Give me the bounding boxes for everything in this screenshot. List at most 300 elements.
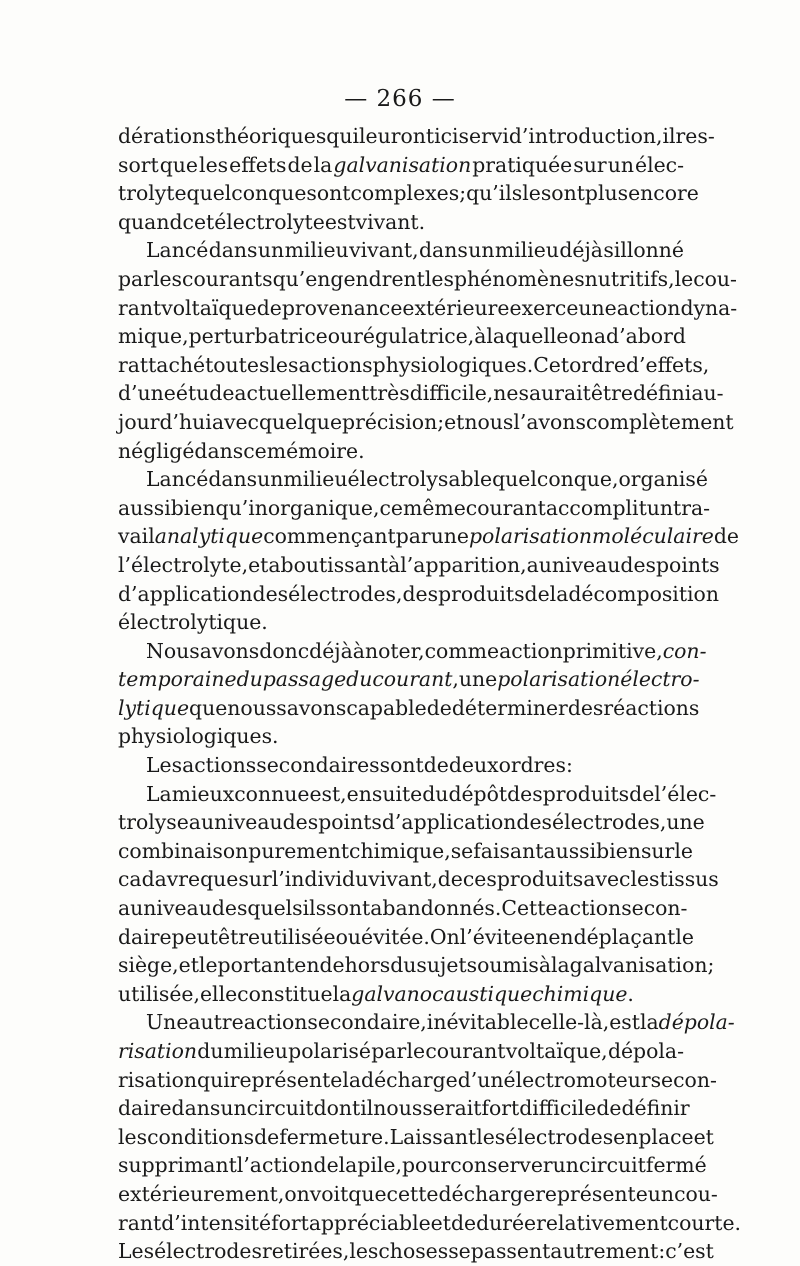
word: ces xyxy=(462,867,497,892)
word: courant xyxy=(465,495,546,520)
word: de xyxy=(313,1153,339,1178)
word: niveau xyxy=(214,810,283,835)
word: vivant. xyxy=(355,209,426,234)
word: ordres xyxy=(498,753,566,778)
word: un xyxy=(646,495,674,520)
text-line xyxy=(118,1123,714,1152)
word: au- xyxy=(691,381,724,406)
word: théoriques xyxy=(215,124,327,148)
word: ordre xyxy=(569,352,626,377)
word: celle-là, xyxy=(528,1010,610,1035)
word: autrement xyxy=(550,1239,659,1264)
word: Laissant xyxy=(389,1124,477,1149)
word: savons xyxy=(276,695,347,720)
word: une xyxy=(578,295,617,320)
word: action xyxy=(243,1010,308,1035)
word: la xyxy=(313,152,333,177)
word: d’intensité xyxy=(161,1210,272,1235)
word: par xyxy=(371,1039,407,1063)
word: place xyxy=(638,1124,694,1149)
word: effets xyxy=(229,152,287,177)
word: ; xyxy=(437,409,445,434)
word: sur xyxy=(573,152,607,177)
word: quelque xyxy=(258,409,343,434)
word: trolyte xyxy=(118,181,187,206)
word: capable xyxy=(346,695,427,720)
word: serait xyxy=(422,1096,482,1121)
text-line xyxy=(118,494,711,523)
word: un xyxy=(468,238,495,263)
word: Les xyxy=(146,753,183,778)
text-line xyxy=(118,408,734,437)
text-line xyxy=(118,1037,684,1066)
word: appréciable xyxy=(308,1210,431,1235)
word: Cette xyxy=(501,896,558,921)
word: bien xyxy=(170,495,216,520)
text-line xyxy=(118,465,708,494)
word: voltaïque, xyxy=(505,1039,608,1063)
word: l’apparition, xyxy=(400,552,527,577)
word: électromoteur xyxy=(503,1067,651,1092)
text-line xyxy=(118,122,715,151)
word: de xyxy=(426,695,452,720)
word: les xyxy=(199,152,229,177)
word: chimique. xyxy=(532,981,634,1006)
word: cadavre xyxy=(118,867,201,892)
word: milieu xyxy=(283,467,348,492)
word: dans xyxy=(208,238,258,263)
word: secon- xyxy=(650,1067,717,1092)
word: sont xyxy=(306,181,351,206)
word: sujet xyxy=(416,953,467,978)
word: de xyxy=(256,295,282,320)
word: ensuite xyxy=(346,781,423,806)
word: noter, xyxy=(364,638,425,663)
word: purement xyxy=(248,838,350,863)
word: analytique xyxy=(154,524,264,549)
word: avec xyxy=(211,409,259,434)
word: cet xyxy=(182,209,215,234)
word: que xyxy=(189,695,228,720)
word: relativement xyxy=(536,1210,668,1235)
word: donc xyxy=(259,638,310,663)
word: utilisée xyxy=(260,924,336,949)
word: la xyxy=(639,1010,659,1035)
word: d’une xyxy=(118,381,176,406)
word: plus xyxy=(584,181,629,206)
word: de xyxy=(254,1124,280,1149)
word: rant xyxy=(118,1210,162,1235)
word: points xyxy=(656,552,720,577)
text-line xyxy=(118,437,684,466)
text-line xyxy=(118,1066,717,1095)
word: la xyxy=(342,1067,362,1092)
word: et xyxy=(444,409,465,434)
word: l’avons xyxy=(513,409,586,434)
word: ici xyxy=(434,124,459,148)
text-line xyxy=(118,837,693,866)
word: du xyxy=(236,667,263,692)
word: physiologiques. xyxy=(118,724,279,749)
word: actions xyxy=(298,352,373,377)
word: produits xyxy=(438,581,525,606)
word: l’électrolyte, xyxy=(118,552,249,577)
word: les xyxy=(269,352,299,377)
word: deux xyxy=(448,753,499,778)
word: de xyxy=(713,524,739,549)
word: le xyxy=(675,924,694,949)
text-line xyxy=(118,951,715,980)
word: secondaires xyxy=(256,753,380,778)
word: aboutissant xyxy=(268,552,389,577)
word: passage xyxy=(262,667,347,692)
word: dyna- xyxy=(680,295,738,320)
word: siège, xyxy=(118,953,179,978)
word: élec- xyxy=(635,152,684,177)
word: dehors xyxy=(319,953,391,978)
word: comme xyxy=(424,638,500,663)
word: provenance xyxy=(281,295,403,320)
word: les xyxy=(349,1239,379,1264)
text-line xyxy=(118,923,694,952)
word: encore xyxy=(628,181,699,206)
word: commençant xyxy=(263,524,396,549)
word: représente xyxy=(535,1181,648,1206)
word: à xyxy=(352,638,365,663)
word: durée xyxy=(476,1210,537,1235)
word: fermé xyxy=(645,1153,707,1178)
word: Une xyxy=(146,1010,189,1035)
word: fort xyxy=(271,1210,309,1235)
word: sont xyxy=(379,753,424,778)
word: vivant, xyxy=(349,238,419,263)
word: secon- xyxy=(621,896,688,921)
word: avons xyxy=(199,638,260,663)
word: du xyxy=(422,781,449,806)
word: laquelle xyxy=(486,324,569,349)
body-text xyxy=(118,122,741,1266)
word: dépola- xyxy=(607,1039,684,1063)
word: être xyxy=(218,924,261,949)
text-line xyxy=(118,1094,690,1123)
word: en xyxy=(613,1124,639,1149)
word: nutritifs, xyxy=(584,266,675,291)
word: tra- xyxy=(673,495,711,520)
word: pour xyxy=(401,1153,451,1178)
word: dépola- xyxy=(658,1010,735,1035)
text-line xyxy=(118,179,699,208)
text-line xyxy=(118,1237,714,1266)
word: déjà xyxy=(559,238,603,263)
word: Lancé xyxy=(146,238,209,263)
word: constitue xyxy=(237,981,333,1006)
word: vivant, xyxy=(368,867,438,892)
word: voltaïque xyxy=(161,295,257,320)
word: utilisée, xyxy=(118,981,200,1006)
word: extérieurement, xyxy=(118,1181,285,1206)
word: l’individu xyxy=(271,867,369,892)
word: daire xyxy=(118,1096,172,1121)
word: du xyxy=(390,953,417,978)
text-line xyxy=(118,980,684,1009)
word: abandonnés. xyxy=(370,896,502,921)
word: Lancé xyxy=(146,467,209,492)
word: phénomènes xyxy=(453,266,585,291)
word: temporaine xyxy=(118,667,237,692)
word: qui xyxy=(326,124,359,148)
word: soumis xyxy=(466,953,539,978)
word: la xyxy=(338,1153,358,1178)
word: un xyxy=(552,1153,579,1178)
word: électrolyte xyxy=(214,209,325,234)
word: que xyxy=(200,867,239,892)
word: de xyxy=(450,1210,477,1235)
word: précision xyxy=(342,409,438,434)
word: polarisation xyxy=(469,524,593,549)
word: se xyxy=(450,838,474,863)
word: l’évite xyxy=(459,924,524,949)
word: circuit xyxy=(578,1153,646,1178)
word: d’introduction, xyxy=(508,124,663,148)
word: décharge xyxy=(361,1067,458,1092)
word: une xyxy=(430,524,469,549)
word: à xyxy=(474,324,487,349)
word: est xyxy=(324,209,356,234)
word: ou xyxy=(327,324,354,349)
word: saurait xyxy=(518,381,591,406)
word: exerce xyxy=(509,295,579,320)
word: électrodes xyxy=(505,1124,614,1149)
word: le xyxy=(198,953,218,978)
word: au xyxy=(188,810,215,835)
word: sont xyxy=(540,181,585,206)
word: que xyxy=(159,152,198,177)
word: et xyxy=(693,1124,714,1149)
word: quelconque, xyxy=(492,467,619,492)
word: pratiquée xyxy=(472,152,573,177)
text-line xyxy=(118,665,700,694)
word: au xyxy=(118,896,144,921)
word: ils xyxy=(302,896,327,921)
word: la xyxy=(332,981,352,1006)
word: servi xyxy=(458,124,509,148)
word: Nous xyxy=(146,638,200,663)
text-line xyxy=(118,322,684,351)
word: galvanisation xyxy=(333,152,472,177)
word: de xyxy=(596,1096,622,1121)
word: qui xyxy=(197,1067,230,1092)
word: autre xyxy=(188,1010,244,1035)
word: points xyxy=(318,810,382,835)
word: actions xyxy=(182,753,257,778)
word: décomposition xyxy=(568,581,719,606)
word: à xyxy=(388,552,401,577)
word: d’application xyxy=(118,581,253,606)
word: milieu xyxy=(284,238,349,263)
word: un xyxy=(607,152,634,177)
word: mieux xyxy=(171,781,235,806)
word: daire xyxy=(118,924,172,949)
word: vail xyxy=(118,524,155,549)
word: déplaçant xyxy=(573,924,676,949)
word: un xyxy=(220,1096,247,1121)
word: rant xyxy=(118,295,162,320)
word: définir xyxy=(621,1096,690,1121)
word: des xyxy=(252,581,289,606)
text-line xyxy=(118,722,684,751)
word: nous xyxy=(464,409,514,434)
word: qu’inorganique, xyxy=(215,495,380,520)
text-line xyxy=(118,1180,718,1209)
word: défini xyxy=(632,381,692,406)
text-line xyxy=(118,1209,741,1238)
word: action xyxy=(616,295,681,320)
word: con- xyxy=(662,638,707,663)
word: combinaison xyxy=(118,838,249,863)
word: des xyxy=(402,581,439,606)
text-line xyxy=(118,1151,707,1180)
word: tissus xyxy=(659,867,719,892)
word: étude xyxy=(175,381,235,406)
word: difficile xyxy=(519,1096,597,1121)
word: sort xyxy=(118,152,159,177)
word: déterminer xyxy=(451,695,568,720)
word: elle xyxy=(199,981,238,1006)
word: et xyxy=(430,1210,451,1235)
word: sont xyxy=(326,896,371,921)
text-line xyxy=(118,808,705,837)
word: avec xyxy=(583,867,631,892)
word: réactions xyxy=(603,695,700,720)
word: les xyxy=(424,266,454,291)
word: en xyxy=(294,953,320,978)
word: on xyxy=(284,1181,310,1206)
text-line xyxy=(118,236,684,265)
word: un xyxy=(647,1181,675,1206)
word: pile, xyxy=(357,1153,402,1178)
word: courte. xyxy=(667,1210,741,1235)
word: de xyxy=(423,753,449,778)
word: niveau xyxy=(143,896,212,921)
word: conditions xyxy=(147,1124,255,1149)
word: des xyxy=(620,552,656,577)
word: des xyxy=(282,810,319,835)
word: d’application xyxy=(381,810,517,835)
word: res- xyxy=(675,124,715,148)
text-line xyxy=(118,379,724,408)
word: et xyxy=(178,953,199,978)
word: polarisation xyxy=(497,667,621,692)
word: très xyxy=(369,381,410,406)
word: sur xyxy=(238,867,272,892)
word: qu’engendrent xyxy=(272,266,425,291)
word: perturbatrice xyxy=(188,324,328,349)
word: connue xyxy=(234,781,310,806)
text-line xyxy=(118,265,737,294)
word: sur xyxy=(640,838,675,863)
word: voit xyxy=(309,1181,349,1206)
word: l’action xyxy=(236,1153,314,1178)
word: négligé xyxy=(118,438,195,463)
word: les xyxy=(152,266,183,291)
word: par xyxy=(118,266,153,291)
word: bien xyxy=(596,838,641,863)
word: portant xyxy=(217,953,295,978)
word: et xyxy=(248,552,269,577)
text-line xyxy=(118,208,684,237)
word: produits xyxy=(542,781,630,806)
word: peut xyxy=(171,924,218,949)
word: secondaire, xyxy=(307,1010,427,1035)
word: : xyxy=(658,1239,666,1264)
word: passent xyxy=(470,1239,551,1264)
word: : xyxy=(565,753,573,778)
word: rattaché xyxy=(118,352,206,377)
word: déjà xyxy=(309,638,353,663)
word: ont xyxy=(400,124,435,148)
word: courant xyxy=(425,1039,506,1063)
word: nous xyxy=(227,695,277,720)
word: en xyxy=(523,924,549,949)
word: actuellement xyxy=(234,381,370,406)
word: polarisé xyxy=(288,1039,371,1063)
word: dans xyxy=(419,238,468,263)
word: fort xyxy=(481,1096,520,1121)
word: produits xyxy=(496,867,584,892)
word: de xyxy=(524,581,550,606)
word: milieu xyxy=(223,1039,288,1063)
text-line xyxy=(118,694,700,723)
word: qu’ils xyxy=(466,181,523,206)
word: de xyxy=(629,781,655,806)
word: de xyxy=(437,867,463,892)
word: inévitable xyxy=(426,1010,529,1035)
word: est xyxy=(609,1010,640,1035)
word: électrolytique. xyxy=(118,610,268,635)
word: électrodes xyxy=(154,1239,262,1264)
word: du xyxy=(197,1039,224,1063)
word: c’est xyxy=(665,1239,714,1264)
word: les xyxy=(118,1124,148,1149)
word: une xyxy=(458,667,498,692)
word: décharge xyxy=(438,1181,536,1206)
page-number: — 266 — xyxy=(344,86,456,112)
text-line xyxy=(118,551,720,580)
word: a xyxy=(593,324,607,349)
word: La xyxy=(146,781,172,806)
word: du xyxy=(346,667,373,692)
word: niveau xyxy=(551,552,621,577)
word: galvanisation xyxy=(569,953,708,978)
word: faisant xyxy=(473,838,544,863)
word: difficile, xyxy=(409,381,494,406)
text-line xyxy=(118,294,738,323)
word: Les xyxy=(118,1239,155,1264)
word: quelconque xyxy=(186,181,307,206)
text-line xyxy=(118,865,719,894)
word: en xyxy=(548,924,574,949)
word: trolyse xyxy=(118,810,189,835)
word: d’effets, xyxy=(625,352,710,377)
word: desquels xyxy=(211,896,303,921)
word: le xyxy=(406,1039,426,1063)
text-line xyxy=(118,1008,735,1037)
word: action xyxy=(499,638,563,663)
word: aussi xyxy=(543,838,597,863)
word: extérieure xyxy=(402,295,510,320)
word: mique, xyxy=(118,324,189,349)
word: le xyxy=(522,181,541,206)
